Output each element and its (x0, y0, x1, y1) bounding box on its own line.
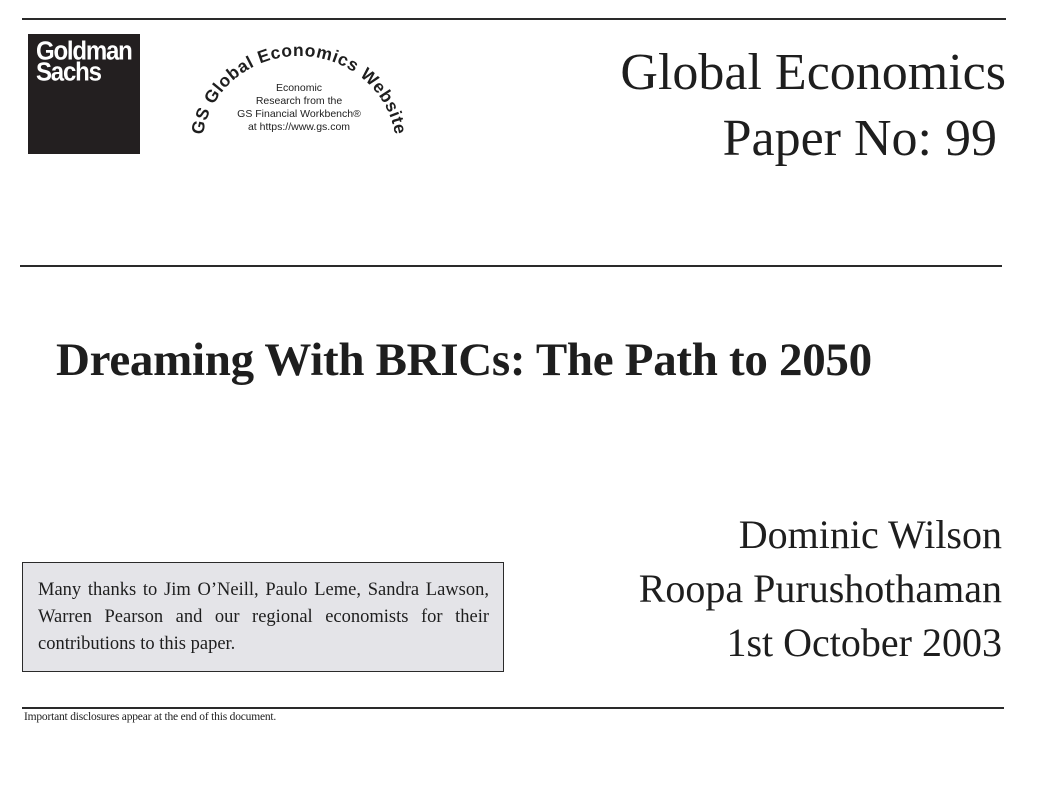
author-block (639, 508, 1002, 670)
disclosure-note: Important disclosures appear at the end of this document. (24, 711, 277, 723)
logo-line-2: Sachs (36, 57, 101, 87)
series-heading (620, 40, 1006, 172)
gs-global-economics-website-stamp (182, 36, 416, 160)
website-arc-text: GS Global Economics Website (187, 39, 411, 137)
acknowledgements-box (22, 562, 504, 672)
stamp-line: Economic (275, 82, 323, 94)
stamp-line: at https://www.gs.com (247, 121, 351, 133)
bottom-divider (22, 707, 1004, 709)
logo-line-1: Goldman (36, 36, 132, 66)
stamp-line: GS Financial Workbench® (237, 108, 361, 120)
middle-divider (20, 265, 1002, 267)
website-stamp-text (224, 82, 374, 134)
goldman-sachs-logo (28, 34, 140, 154)
stamp-line: Research from the (255, 95, 343, 107)
top-divider (22, 18, 1006, 20)
acknowledgements-text: Many thanks to Jim O’Neill, Paulo Leme, Sandra Lawson, Warren Pearson and our regional economists for their contributions to this paper. (38, 580, 489, 654)
paper-number: Paper No: 99 (722, 110, 997, 167)
author-name: Roopa Purushothaman (638, 566, 1002, 611)
author-name: Dominic Wilson (738, 512, 1002, 557)
paper-title: Dreaming With BRICs: The Path to 2050 (56, 334, 872, 386)
publication-date: 1st October 2003 (726, 620, 1002, 665)
series-name: Global Economics (620, 44, 1006, 101)
